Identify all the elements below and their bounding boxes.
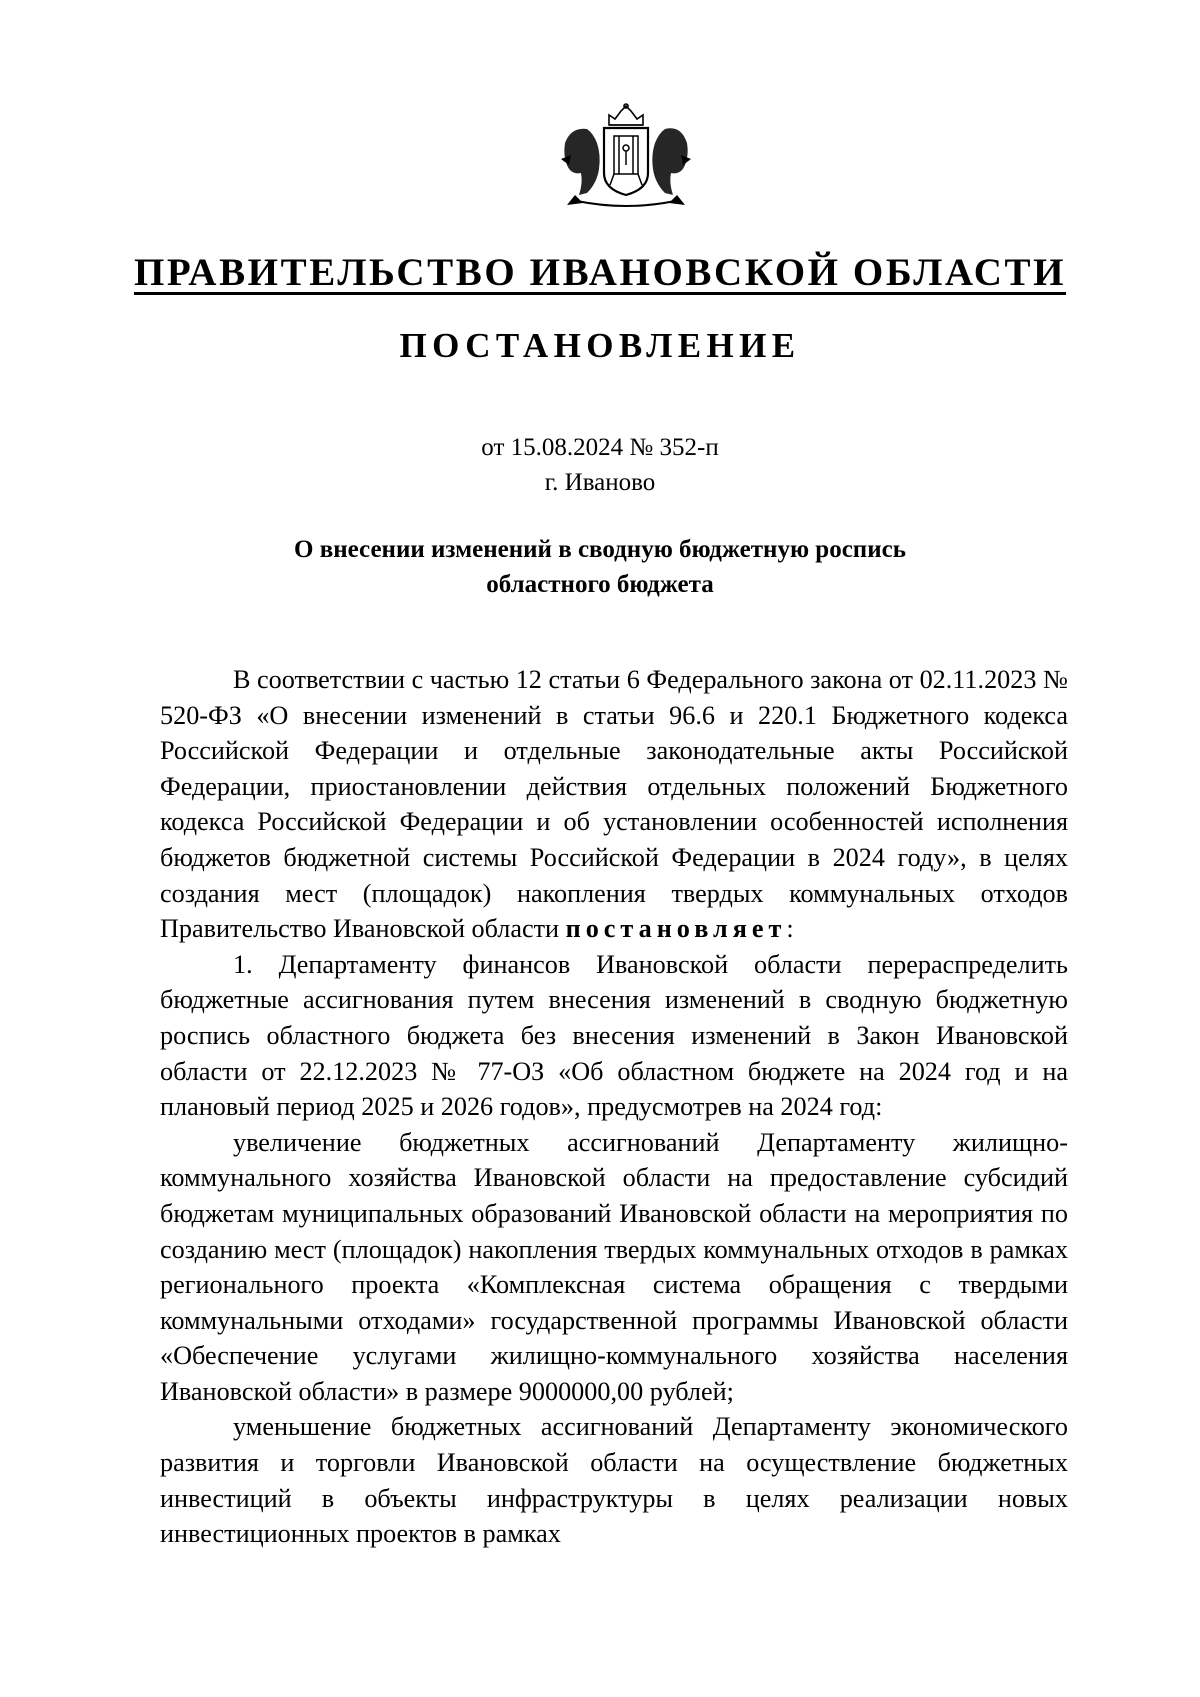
preamble-text: В соответствии с частью 12 статьи 6 Федерального закона от 02.11.2023 № 520-ФЗ «О внесении изменений в статьи 96.6 и 220.1 Бюджетного кодекса Российской Федерации и отдельные законодательные акты Российской Федерации, приостановлении действия отдельных положений Бюджетного кодекса Российской Федерации и об установлении особенностей исполнения бюджетов бюджетной системы Российской Федерации в 2024 году», в целях создания мест (площадок) накопления твердых коммунальных отходов Правительство Ивановской области [160, 665, 1068, 944]
organization-title [0, 248, 1200, 298]
resolves-word: постановляет [565, 914, 787, 944]
coat-of-arms-icon [557, 103, 695, 208]
document-body [160, 662, 1068, 1552]
preamble-suffix: : [786, 914, 794, 944]
item-paragraph-3: уменьшение бюджетных ассигнований Департаменту экономического развития и торговли Ивановской области на осуществление бюджетных инвестиций в объекты инфраструктуры в целях реализации новых инвестиционных проектов в рамках [160, 1412, 1068, 1549]
organization-name: ПРАВИТЕЛЬСТВО ИВАНОВСКОЙ ОБЛАСТИ [133, 251, 1067, 294]
document-date-number: от 15.08.2024 № 352-п [481, 434, 719, 461]
document-subject [240, 532, 960, 602]
preamble-paragraph [160, 662, 1068, 947]
document-type: ПОСТАНОВЛЕНИЕ [399, 326, 801, 365]
item-paragraph-2: увеличение бюджетных ассигнований Департаменту жилищно-коммунального хозяйства Ивановской области на предоставление субсидий бюджетам муниципальных образований Ивановской области на мероприятия по созданию мест (площадок) накопления твердых коммунальных отходов в рамках регионального проекта «Комплексная система обращения с твердыми коммунальными отходами» государственной программы Ивановской области «Обеспечение услугами жилищно-коммунального хозяйства населения Ивановской области» в размере 9000000,00 рублей; [160, 1127, 1068, 1406]
subject-line-1: О внесении изменений в сводную бюджетную роспись [294, 536, 906, 563]
item-paragraph-1: 1. Департаменту финансов Ивановской области перераспределить бюджетные ассигнования путем внесения изменений в сводную бюджетную роспись областного бюджета без внесения изменений в Закон Ивановской области от 22.12.2023 № 77-ОЗ «Об областном бюджете на 2024 год и на плановый период 2025 и 2026 годов», предусмотрев на 2024 год: [160, 949, 1068, 1122]
document-city: г. Иваново [544, 469, 656, 496]
subject-line-2: областного бюджета [486, 571, 714, 598]
